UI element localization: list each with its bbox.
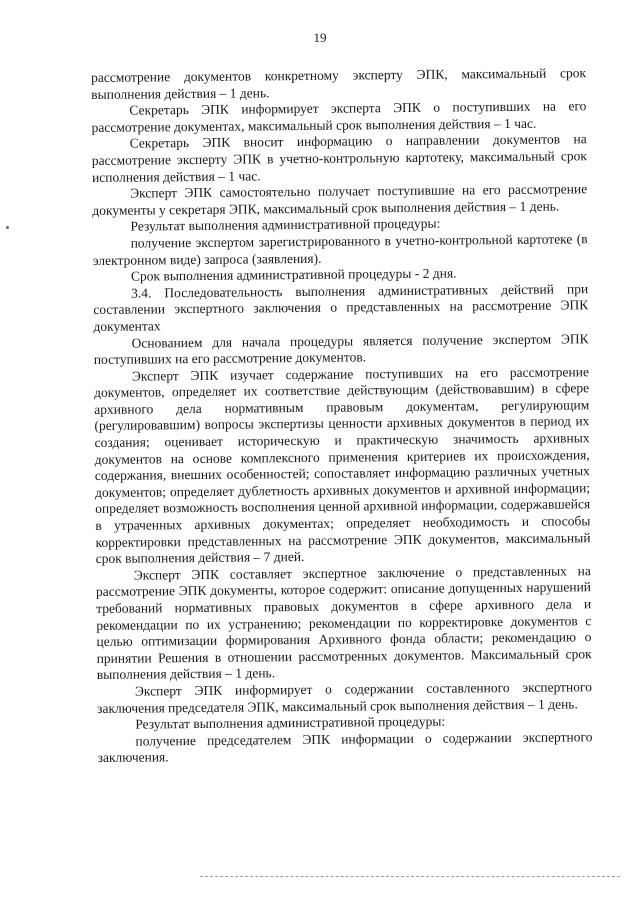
margin-mark bbox=[6, 226, 9, 229]
page-number: 19 bbox=[313, 30, 327, 45]
paragraph-10: Эксперт ЭПК изучает содержание поступивших на его рассмотрение документов, определяет их соответствие действующим (действовавшим) в сфере архивного дела нормативным правовым документам, регулирующим (регулировавшим) вопросы экспертизы ценности архивных документов в период их создания; оценивает историческую и практическую значимость архивных документов на основе комплексного применения критериев их происхождения, содержания, внешних особенностей; сопоставляет информацию различных учетных документов; определяет дублетность архивных документов и архивной информации; определяет возможность восполнения ценной архивной информации, содержавшейся в утраченных архивных документах; определяет необходимость и способы корректировки представленных на рассмотрение ЭПК документов, максимальный срок выполнения действия – 7 дней. bbox=[94, 363, 591, 567]
page-body bbox=[91, 65, 593, 767]
paragraph-12: Эксперт ЭПК информирует о содержании составленного экспертного заключения председателя ЭПК, максимальный срок выполнения действия – 1 день. bbox=[97, 679, 593, 716]
paragraph-13: Результат выполнения административной процедуры: bbox=[135, 713, 446, 732]
paragraph-6: получение экспертом зарегистрированного в учетно-контрольной картотеке (в электронном виде) запроса (заявления). bbox=[92, 231, 588, 268]
paragraph-3: Секретарь ЭПК вносит информацию о направлении документов на рассмотрение эксперту ЭПК в учетно-контрольную картотеку, максимальный срок исполнения действия – 1 час. bbox=[91, 131, 587, 185]
section-heading-3-4: 3.4. Последовательность выполнения административных действий при составлении экспертного заключения о представленных на рассмотрение ЭПК документах bbox=[93, 280, 589, 334]
paragraph-9: Основанием для начала процедуры является получение экспертом ЭПК поступивших на его рассмотрение документов. bbox=[93, 330, 589, 368]
paragraph-1: рассмотрение документов конкретному эксперту ЭПК, максимальный срок выполнения действия – 1 день. bbox=[91, 65, 587, 102]
paragraph-4: Эксперт ЭПК самостоятельно получает поступившие на его рассмотрение документы у секретаря ЭПК, максимальный срок выполнения действия – 1 день. bbox=[92, 181, 588, 218]
paragraph-2: Секретарь ЭПК информирует эксперта ЭПК о поступивших на его рассмотрение документах, максимальный срок выполнения действия – 1 час. bbox=[91, 98, 587, 135]
paragraph-11: Эксперт ЭПК составляет экспертное заключение о представленных на рассмотрение ЭПК документы, которое содержит: описание допущенных нарушений требований нормативных правовых документов в сфере архивного дела и рекомендации по их устранению; рекомендации по корректировке документов с целью оптимизации формирования Архивного фонда области; рекомендацию о принятии Решения в отношении рассмотренных документов. Максимальный срок выполнения действия – 1 день. bbox=[95, 563, 592, 683]
bottom-scan-line bbox=[200, 876, 620, 877]
paragraph-5: Результат выполнения административной процедуры: bbox=[130, 215, 441, 234]
paragraph-14: получение председателем ЭПК информации о содержании экспертного заключения. bbox=[97, 728, 593, 766]
paragraph-7: Срок выполнения административной процедуры - 2 дня. bbox=[130, 265, 457, 284]
